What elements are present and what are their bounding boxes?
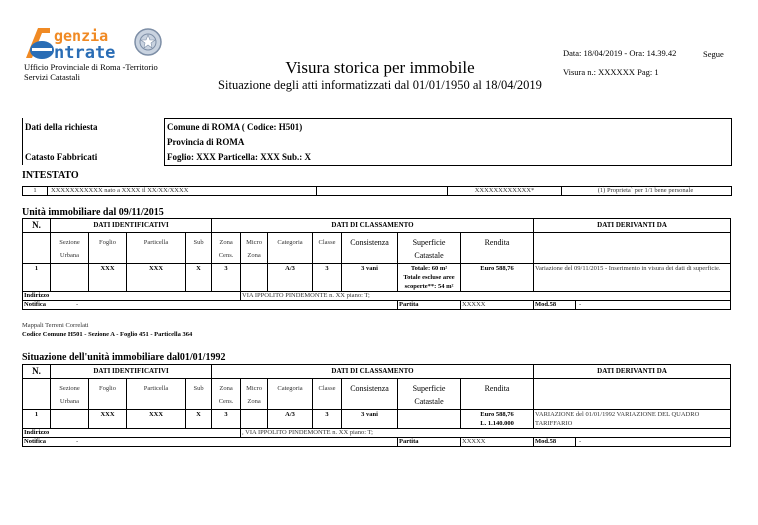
col-superficie: Superficie Catastale (398, 233, 461, 264)
header-row-columns (23, 379, 731, 410)
intestato-title: INTESTATO (22, 170, 79, 181)
indirizzo-value: , VIA IPPOLITO PINDEMONTE n. XX piano: T; (241, 429, 731, 438)
col-foglio: Foglio (89, 379, 127, 410)
indirizzo-row (23, 292, 731, 301)
cell-sezione (51, 264, 89, 292)
cell-micro (241, 264, 268, 292)
unita1-table (22, 218, 731, 310)
col-micro: Micro Zona (241, 233, 268, 264)
superficie-line1: Totale: 60 m² (410, 265, 448, 272)
col-rendita: Rendita (461, 233, 534, 264)
cell-zona: 3 (212, 410, 241, 429)
segue-label: Segue (703, 49, 724, 59)
notifica-label: Notifica (24, 438, 47, 445)
indirizzo-row (23, 429, 731, 438)
notifica-row (23, 301, 731, 310)
col-superficie: Superficie Catastale (398, 379, 461, 410)
document-title: Visura storica per immobile (285, 58, 475, 77)
mappali-label: Mappali Terreni Correlati (22, 322, 89, 329)
cell-classe: 3 (313, 264, 342, 292)
cell-consistenza: 3 vani (342, 410, 398, 429)
office-line1: Ufficio Provinciale di Roma -Territorio (24, 62, 158, 72)
notifica-value: - (76, 438, 79, 445)
intestato-row (22, 186, 732, 196)
cell-foglio: XXX (89, 410, 127, 429)
rendita-line2: L. 1.140.000 (480, 420, 514, 427)
col-categoria: Categoria (268, 233, 313, 264)
notifica-cell (23, 438, 398, 447)
intestato-rights: (1) Proprieta` per 1/1 bene personale (597, 187, 694, 194)
partita-label: Partita (398, 438, 461, 447)
cell-rendita (461, 264, 534, 292)
cell-zona: 3 (212, 264, 241, 292)
indirizzo-value: VIA IPPOLITO PINDEMONTE n. XX piano: T; (241, 292, 731, 301)
partita-label: Partita (398, 301, 461, 310)
col-zona: Zona Cens. (212, 233, 241, 264)
group-ident: DATI IDENTIFICATIVI (51, 365, 212, 379)
col-sezione: Sezione Urbana (51, 233, 89, 264)
cell-derivanti: Variazione del 09/11/2015 - Inserimento in visura dei dati di superficie. (534, 264, 731, 292)
header-row-columns (23, 233, 731, 264)
cell-n: 1 (23, 264, 51, 292)
col-zona: Zona Cens. (212, 379, 241, 410)
catasto-label: Catasto Fabbricati (25, 152, 98, 162)
group-ident: DATI IDENTIFICATIVI (51, 219, 212, 233)
cell-sub: X (186, 410, 212, 429)
col-n: N. (23, 365, 51, 379)
cell-classe: 3 (313, 410, 342, 429)
comune-value: Comune di ROMA ( Codice: H501) (167, 122, 303, 132)
provincia-value: Provincia di ROMA (167, 137, 245, 147)
agenzia-entrate-logo (24, 24, 166, 62)
col-derivanti-blank (534, 233, 731, 264)
unita2-title: Situazione dell'unità immobiliare dal01/01/1992 (22, 352, 226, 363)
indirizzo-label: Indirizzo (23, 292, 241, 301)
cell-sub: X (186, 264, 212, 292)
unita1-title: Unità immobiliare dal 09/11/2015 (22, 207, 164, 218)
office-line2: Servizi Catastali (24, 72, 80, 82)
document-subtitle: Situazione degli atti informatizzati dal 01/01/1950 al 18/04/2019 (218, 78, 542, 92)
cell-categoria: A/3 (268, 410, 313, 429)
group-deriv: DATI DERIVANTI DA (534, 365, 731, 379)
unita2-table (22, 364, 731, 447)
indirizzo-label: Indirizzo (23, 429, 241, 438)
mod58-cell (534, 438, 731, 447)
date-time: Data: 18/04/2019 - Ora: 14.39.42 (563, 48, 677, 58)
col-sub: Sub (186, 379, 212, 410)
cell-particella: XXX (127, 410, 186, 429)
col-consistenza: Consistenza (342, 379, 398, 410)
superficie-line2: Totale escluse aree scoperte**: 54 m² (403, 274, 455, 290)
table-row (23, 410, 731, 429)
table-row (23, 264, 731, 292)
office-name (24, 62, 158, 82)
rendita-line1: Euro 588,76 (480, 411, 514, 418)
col-particella: Particella (127, 379, 186, 410)
col-blank (23, 233, 51, 264)
logo-graphic (24, 24, 166, 62)
request-label: Dati della richiesta (25, 122, 98, 132)
notifica-label: Notifica (24, 301, 47, 308)
col-blank (23, 379, 51, 410)
cell-consistenza: 3 vani (342, 264, 398, 292)
mod58-label: Mod.58 (535, 438, 576, 446)
col-derivanti-blank (534, 379, 731, 410)
cell-sezione (51, 410, 89, 429)
col-categoria: Categoria (268, 379, 313, 410)
header-row-groups (23, 365, 731, 379)
mod58-value: - (579, 301, 582, 308)
notifica-cell (23, 301, 398, 310)
intestato-n: 1 (23, 187, 48, 195)
cell-micro (241, 410, 268, 429)
partita-value: XXXXX (461, 438, 534, 447)
cell-superficie (398, 410, 461, 429)
col-classe: Classe (313, 379, 342, 410)
foglio-value: Foglio: XXX Particella: XXX Sub.: X (167, 152, 311, 162)
intestato-blank (317, 187, 448, 195)
mappali-value: Codice Comune H501 - Sezione A - Foglio 451 - Particella 364 (22, 331, 193, 338)
cell-foglio: XXX (89, 264, 127, 292)
mod58-label: Mod.58 (535, 301, 576, 309)
partita-value: XXXXX (461, 301, 534, 310)
col-rendita: Rendita (461, 379, 534, 410)
group-class: DATI DI CLASSAMENTO (212, 365, 534, 379)
svg-text:ntrate: ntrate (54, 43, 116, 62)
cell-n: 1 (23, 410, 51, 429)
notifica-row (23, 438, 731, 447)
group-deriv: DATI DERIVANTI DA (534, 219, 731, 233)
group-class: DATI DI CLASSAMENTO (212, 219, 534, 233)
cell-particella: XXX (127, 264, 186, 292)
col-classe: Classe (313, 233, 342, 264)
rendita-line1: Euro 588,76 (480, 265, 514, 272)
col-sezione: Sezione Urbana (51, 379, 89, 410)
col-consistenza: Consistenza (342, 233, 398, 264)
intestato-name: XXXXXXXXXXX nato a XXXX il XX/XX/XXXX (48, 187, 317, 195)
header-row-groups (23, 219, 731, 233)
svg-text:genzia: genzia (54, 27, 109, 45)
col-sub: Sub (186, 233, 212, 264)
cell-categoria: A/3 (268, 264, 313, 292)
cell-superficie (398, 264, 461, 292)
cell-derivanti: VARIAZIONE del 01/01/1992 VARIAZIONE DEL QUADRO TARIFFARIO (534, 410, 731, 429)
col-n: N. (23, 219, 51, 233)
visura-page: Visura n.: XXXXXX Pag: 1 (563, 67, 659, 77)
cell-rendita (461, 410, 534, 429)
notifica-value: - (76, 301, 79, 308)
col-micro: Micro Zona (241, 379, 268, 410)
col-particella: Particella (127, 233, 186, 264)
intestato-code: XXXXXXXXXXXX* (448, 187, 562, 195)
col-foglio: Foglio (89, 233, 127, 264)
mod58-cell (534, 301, 731, 310)
mod58-value: - (579, 438, 582, 445)
